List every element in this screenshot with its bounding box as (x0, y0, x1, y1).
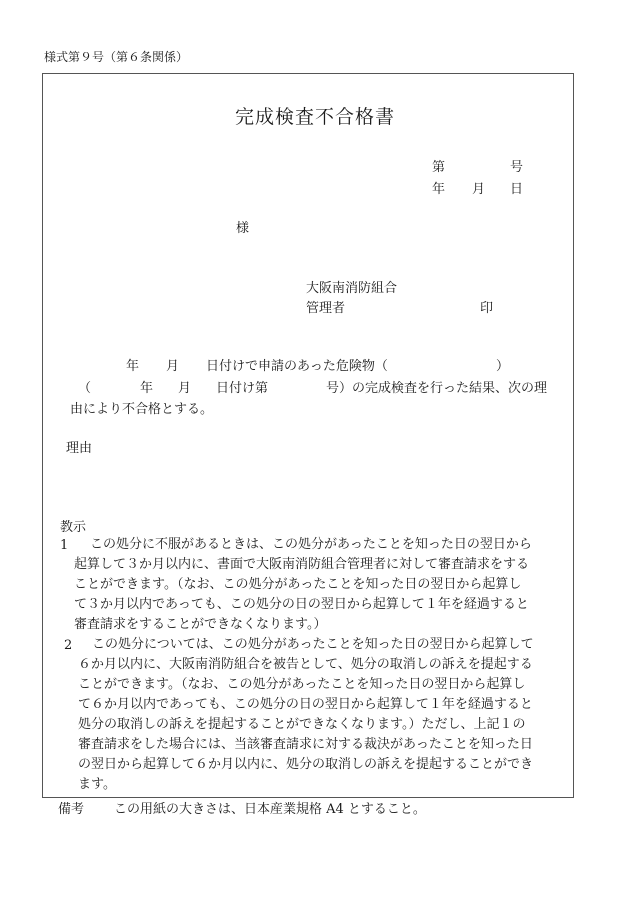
notice-item1-line: て３か月以内であっても、この処分の日の翌日から起算して１年を経過すると (74, 597, 529, 612)
body-l2-dated: 日付け第 (216, 381, 269, 396)
body-l2-year: 年 (140, 381, 154, 396)
notice-item2-line: の翌日から起算して６か月以内に、処分の取消しの訴えを提起することができ (78, 757, 534, 772)
notice-item2-number: 2 (64, 638, 73, 653)
document-title: 完成検査不合格書 (234, 106, 395, 128)
notice-item2-line: 処分の取消しの訴えを提起することができなくなります。）ただし、上記１の (78, 717, 526, 732)
date-year: 年 (432, 182, 446, 197)
body-l1-month: 月 (166, 359, 180, 374)
seal-mark: 印 (480, 301, 494, 316)
notice-item2-line: この処分については、この処分があったことを知った日の翌日から起算して (92, 637, 534, 652)
body-l2-text: 号）の完成検査を行った結果、次の理 (326, 381, 548, 396)
form-number-label: 様式第９号（第６条関係） (44, 50, 189, 64)
notice-item1-line: この処分に不服があるときは、この処分があったことを知った日の翌日から (90, 537, 532, 552)
notice-heading: 教示 (60, 520, 87, 535)
notice-item2-line: ６か月以内に、大阪南消防組合を被告として、処分の取消しの訴えを提起する (78, 657, 533, 672)
body-l1-year: 年 (126, 359, 140, 374)
reason-label: 理由 (66, 441, 93, 456)
body-l1-text: 日付けで申請のあった危険物（ (206, 359, 388, 374)
issuer-org: 大阪南消防組合 (306, 281, 398, 296)
body-l1-close: ） (496, 359, 510, 374)
number-prefix: 第 (432, 160, 446, 175)
number-suffix: 号 (510, 160, 524, 175)
body-l2-open: （ (78, 381, 92, 396)
notice-item1-number: 1 (60, 538, 69, 553)
date-day: 日 (510, 182, 524, 197)
notice-item2-line: ます。 (78, 777, 116, 792)
date-month: 月 (472, 182, 486, 197)
issuer-role: 管理者 (306, 301, 346, 316)
notice-item1-line: 起算して３か月以内に、書面で大阪南消防組合管理者に対して審査請求をする (74, 557, 530, 572)
notice-item1-line: 審査請求をすることができなくなります。） (74, 617, 327, 632)
body-l2-month: 月 (178, 381, 192, 396)
notice-item2-line: て６か月以内であっても、この処分の日の翌日から起算して１年を経過すると (78, 697, 533, 712)
notice-item2-line: 審査請求をした場合には、当該審査請求に対する裁決があったことを知った日 (78, 737, 533, 752)
addressee-suffix: 様 (236, 221, 250, 236)
remark-label: 備考 (58, 802, 85, 817)
remark-text: この用紙の大きさは、日本産業規格 A4 とすること。 (114, 802, 426, 817)
body-l3-text: 由により不合格とする。 (70, 402, 214, 417)
notice-item2-line: ことができます。（なお、この処分があったことを知った日の翌日から起算し (78, 677, 526, 692)
notice-item1-line: ことができます。（なお、この処分があったことを知った日の翌日から起算し (74, 577, 522, 592)
